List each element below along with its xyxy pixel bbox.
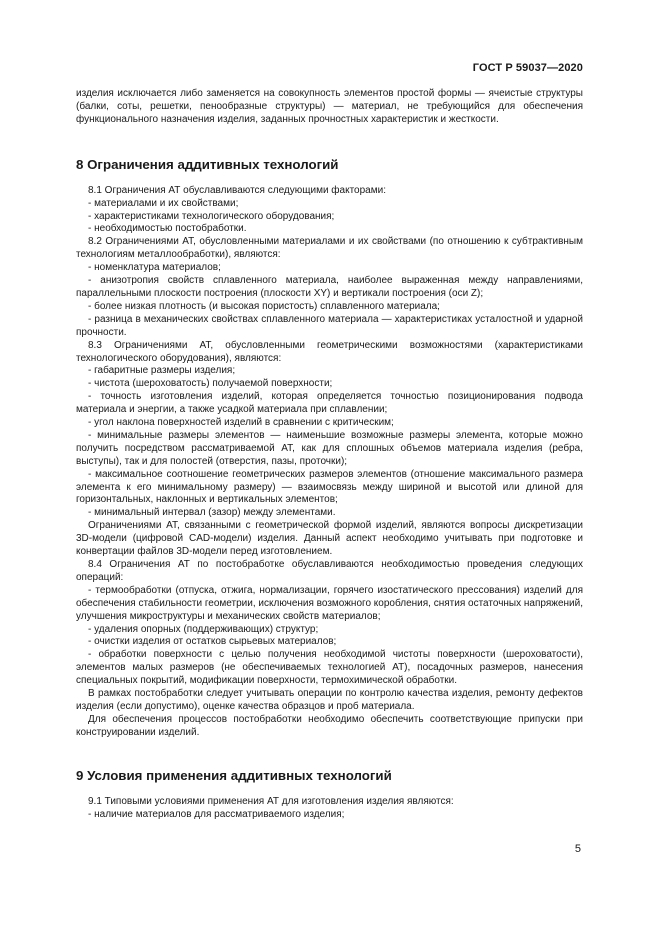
list-item: - угол наклона поверхностей изделий в сравнении с критическим; [88,417,394,429]
list-item: - минимальные размеры элементов — наименьшие возможные размеры элемента, которые можно получить посредством рассматриваемой АТ, как для сплошных объемов материала изделия (ребра, выступы), так и для полостей (отверстия, пазы, проточки); [76,429,583,467]
list-item: - разница в механических свойствах сплавленного материала — характеристиках усталостной и ударной прочности. [76,313,583,338]
section-8-heading: 8 Ограничения аддитивных технологий [76,156,339,172]
intro-paragraph: изделия исключается либо заменяется на совокупность элементов простой формы — ячеистые структуры (балки, соты, решетки, пенообразные структуры) — материал, не требующийся для обеспечения функционального назначения изделия, заданных прочностных характеристик и жесткости. [76,88,583,125]
list-item: - необходимостью постобработки. [88,223,247,235]
list-item: - характеристиками технологического оборудования; [88,210,335,222]
section-8-body [76,185,583,740]
list-item: - удаления опорных (поддерживающих) структур; [88,623,319,635]
paragraph: Для обеспечения процессов постобработки необходимо обеспечить соответствующие припуски при конструировании изделий. [76,713,583,738]
document-code: ГОСТ Р 59037—2020 [472,62,583,74]
paragraph: 8.3 Ограничениями АТ, обусловленными геометрическими возможностями (характеристиками технологического оборудования), являются: [76,339,583,364]
list-item: - обработки поверхности с целью получения необходимой чистоты поверхности (шероховатости), элементов малых размеров (не обеспечиваемых технологией АТ), посадочных размеров, нанесения специальных покрытий, модификации поверхности, термохимической обработки. [76,649,583,687]
paragraph: 8.1 Ограничения АТ обуславливаются следующими факторами: [88,184,386,196]
list-item: - материалами и их свойствами; [88,197,239,209]
list-item: - номенклатура материалов; [88,262,221,274]
section-9-body [76,796,583,822]
paragraph: 8.4 Ограничения АТ по постобработке обуславливаются необходимостью проведения следующих операций: [76,559,583,583]
page-number: 5 [574,843,581,855]
paragraph: В рамках постобработки следует учитывать операции по контролю качества изделия, ремонту дефектов изделия (если допустимо), оценке качества образцов и проб материала. [76,688,583,712]
list-item: - наличие материалов для рассматриваемого изделия; [88,808,345,820]
list-item: - чистота (шероховатость) получаемой поверхности; [88,378,333,390]
list-item: - минимальный интервал (зазор) между элементами. [88,507,336,519]
paragraph: Ограничениями АТ, связанными с геометрической формой изделий, являются вопросы дискретизации 3D-модели (цифровой CAD-модели) изделия. Данный аспект необходимо учитывать при подготовке и конвертации файлов 3D-модели перед изготовлением. [76,520,583,558]
list-item: - точность изготовления изделий, которая определяется точностью позиционирования подвода материала и энергии, а также усадкой материала при сплавлении; [76,391,583,416]
paragraph: 9.1 Типовыми условиями применения АТ для изготовления изделия являются: [88,795,454,807]
list-item: - очистки изделия от остатков сырьевых материалов; [88,636,337,648]
list-item: - более низкая плотность (и высокая пористость) сплавленного материала; [88,300,440,312]
list-item: - термообработки (отпуска, отжига, нормализации, горячего изостатического прессования) изделий для обеспечения стабильности геометрии, исключения возможного коробления, снятия остаточных напряжений, улучшения микроструктуры и механических свойств материалов; [76,584,583,622]
list-item: - габаритные размеры изделия; [88,365,236,377]
list-item: - анизотропия свойств сплавленного материала, наиболее выраженная между направлениями, параллельными плоскости построения (плоскости XY) и вертикали построения (оси Z); [76,275,583,299]
section-9-heading: 9 Условия применения аддитивных технологий [76,767,392,783]
paragraph: 8.2 Ограничениями АТ, обусловленными материалами и их свойствами (по отношению к субтрактивным технологиям металлообработки), являются: [76,236,583,261]
page-body [76,88,583,822]
list-item: - максимальное соотношение геометрических размеров элементов (отношение максимального размера элемента к его минимальному размеру) — взаимосвязь между шириной и высотой или длиной для горизонтальных, наклонных и вертикальных элементов; [76,468,583,506]
